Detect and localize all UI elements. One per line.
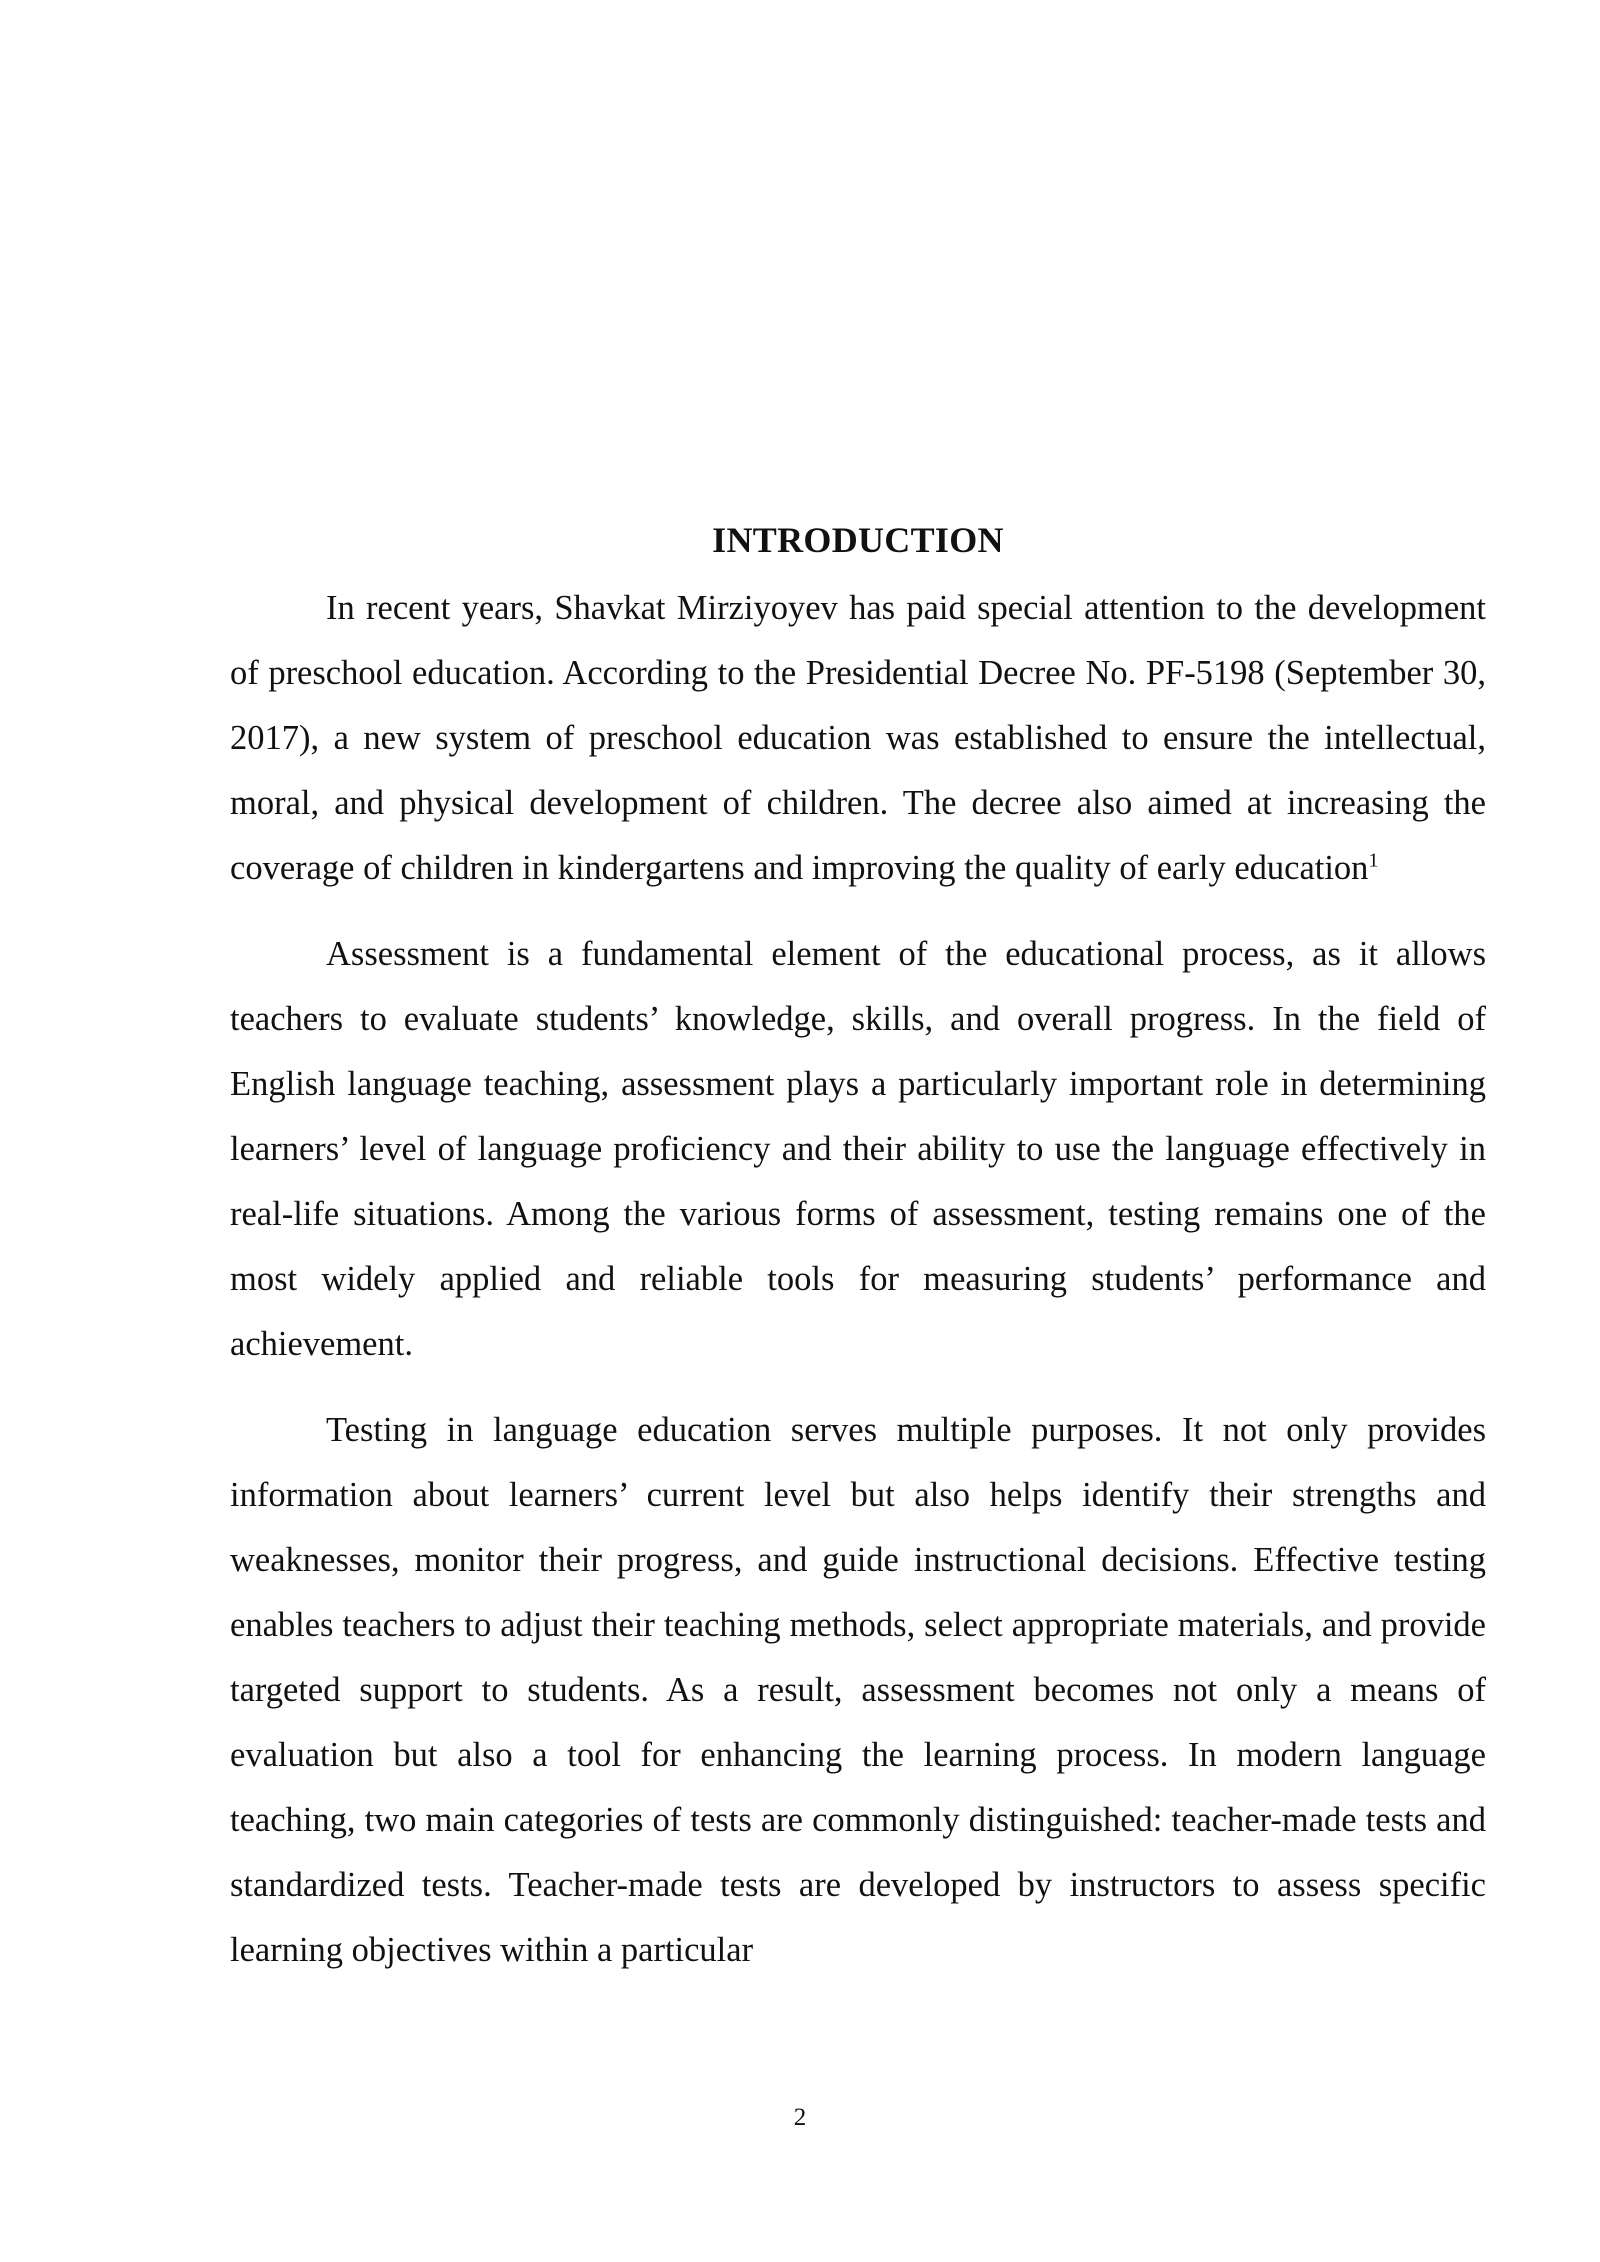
paragraph-2-text: Assessment is a fundamental element of the educational process, as it allows teachers to evaluate students’ knowledge, skills, and overall progress. In the field of English language teaching, assessment plays a particularly important role in determining learners’ level of language proficiency and their ability to use the language effectively in real-life situations. Among the various forms of assessment, testing remains one of the most widely applied and reliable tools for measuring students’ performance and achievement. [230, 935, 1486, 1363]
document-body [230, 510, 1486, 1983]
paragraph-3 [230, 1398, 1486, 1983]
page-title: INTRODUCTION [712, 520, 1004, 560]
page-number: 2 [793, 2104, 807, 2131]
paragraph-3-text: Testing in language education serves multiple purposes. It not only provides information about learners’ current level but also helps identify their strengths and weaknesses, monitor their progress, and guide instructional decisions. Effective testing enables teachers to adjust their teaching methods, select appropriate materials, and provide targeted support to students. As a result, assessment becomes not only a means of evaluation but also a tool for enhancing the learning process. In modern language teaching, two main categories of tests are commonly distinguished: teacher-made tests and standardized tests. Teacher-made tests are developed by instructors to assess specific learning objectives within a particular [230, 1411, 1486, 1969]
paragraph-1 [230, 576, 1486, 901]
paragraph-2 [230, 922, 1486, 1377]
paragraph-1-text: In recent years, Shavkat Mirziyoyev has paid special attention to the development of preschool education. According to the Presidential Decree No. PF-5198 (September 30, 2017), a new system of preschool education was established to ensure the intellectual, moral, and physical development of children. The decree also aimed at increasing the coverage of children in kindergartens and improving the quality of early education [230, 589, 1486, 887]
footnote-reference[interactable]: 1 [1368, 849, 1379, 872]
